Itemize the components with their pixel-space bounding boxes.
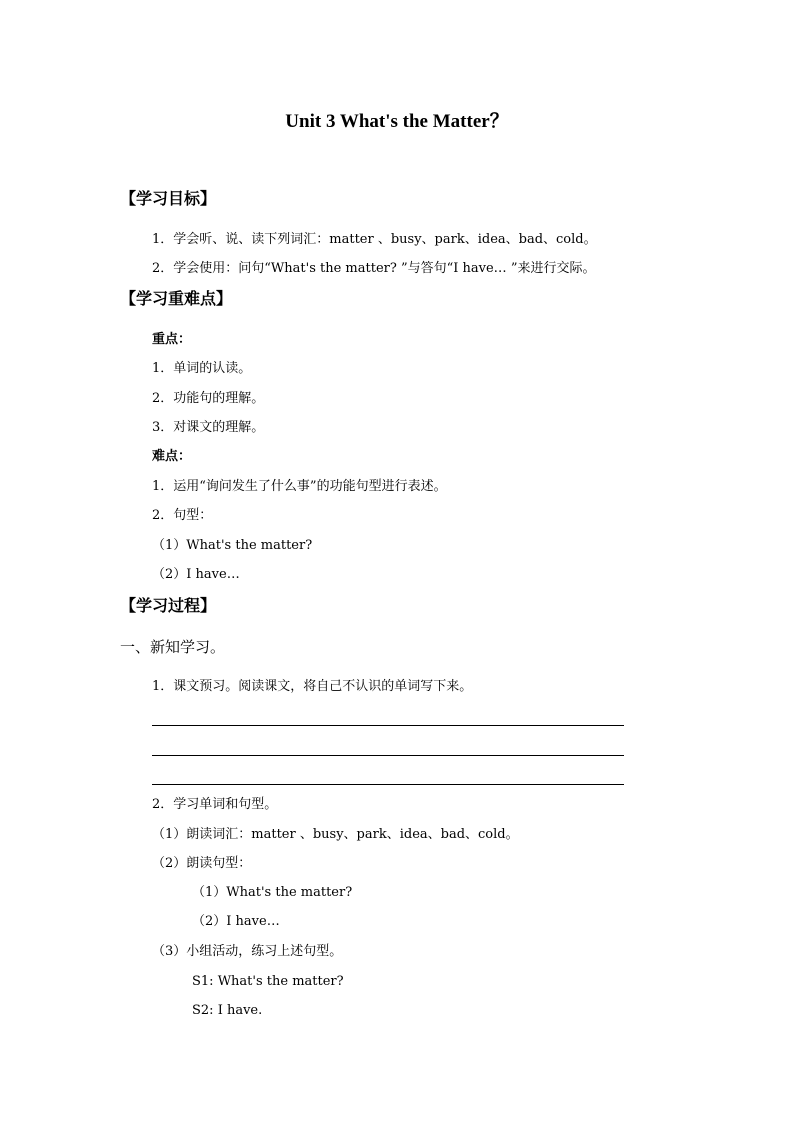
dialog-line-s2: S2: I have. — [192, 1003, 263, 1018]
focus-item-3: 3．对课文的理解。 — [152, 420, 265, 435]
difficulty-item-2: 2．句型： — [152, 508, 213, 523]
answer-line-3[interactable] — [152, 784, 624, 785]
objective-item-1: 1．学会听、说、读下列词汇：matter 、busy、park、idea、bad、cold。 — [152, 232, 597, 247]
sentence-item-2: （2）I have… — [192, 914, 280, 929]
focus-label: 重点： — [152, 332, 192, 347]
process-heading: 【学习过程】 — [120, 596, 217, 615]
difficulty-label: 难点： — [152, 449, 192, 464]
page-title: Unit 3 What's the Matter？ — [285, 111, 509, 132]
focus-item-1: 1．单词的认读。 — [152, 361, 252, 376]
objectives-heading: 【学习目标】 — [120, 189, 217, 208]
answer-line-1[interactable] — [152, 725, 624, 726]
focus-item-2: 2．功能句的理解。 — [152, 391, 265, 406]
step2-item-vocab: （1）朗读词汇：matter 、busy、park、idea、bad、cold。 — [152, 827, 519, 842]
step2-item-sentences: （2）朗读句型： — [152, 856, 252, 871]
difficulty-item-1: 1．运用“询问发生了什么事”的功能句型进行表述。 — [152, 479, 447, 494]
step2-instruction: 2．学习单词和句型。 — [152, 797, 278, 812]
dialog-line-s1: S1: What's the matter? — [192, 974, 344, 989]
step2-item-group: （3）小组活动，练习上述句型。 — [152, 944, 343, 959]
sentence-item-1: （1）What's the matter? — [192, 885, 353, 900]
objective-item-2: 2．学会使用：问句“What's the matter? ”与答句“I have… ”来进行交际。 — [152, 261, 596, 276]
key-points-heading: 【学习重难点】 — [120, 289, 233, 308]
step1-instruction: 1．课文预习。阅读课文，将自己不认识的单词写下来。 — [152, 679, 473, 694]
difficulty-item-4: （2）I have… — [152, 567, 240, 582]
answer-line-2[interactable] — [152, 755, 624, 756]
part1-title: 一、新知学习。 — [120, 638, 226, 656]
difficulty-item-3: （1）What's the matter? — [152, 538, 313, 553]
